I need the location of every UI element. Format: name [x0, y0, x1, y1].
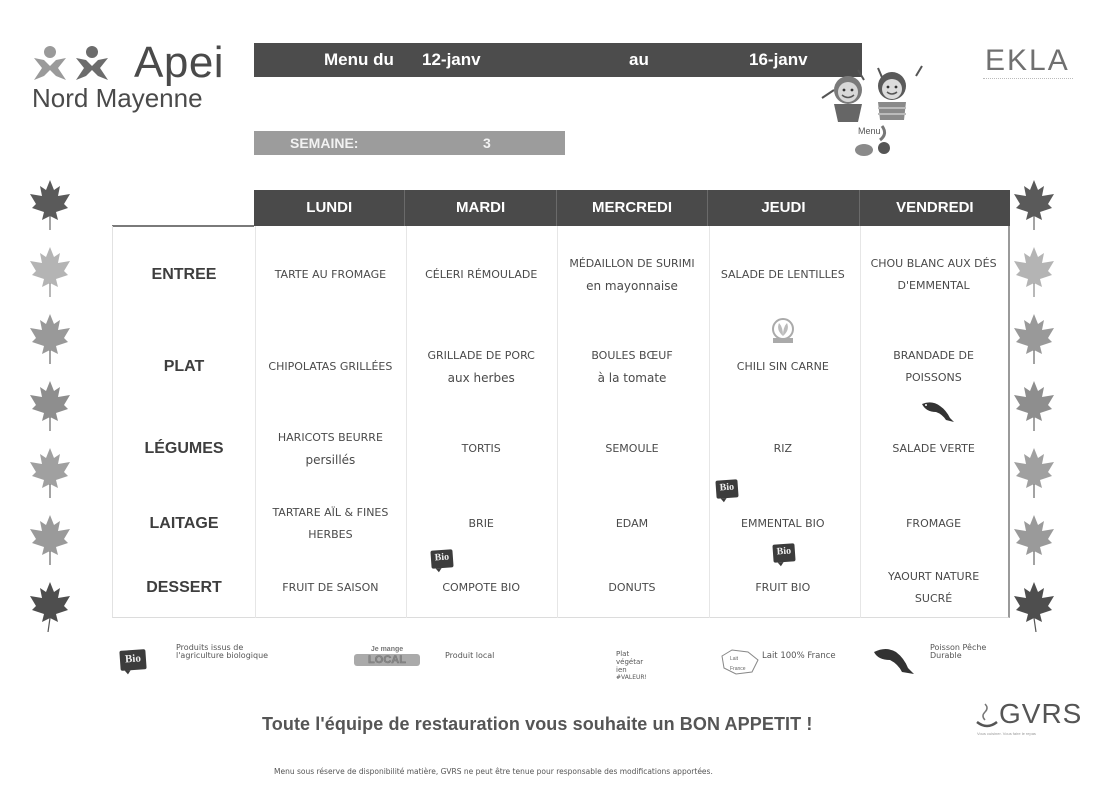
- legend-vegetarian-text: [616, 650, 647, 682]
- menu-cell: [406, 236, 557, 314]
- maple-leaf-icon: [28, 379, 72, 431]
- week-label: SEMAINE:: [290, 135, 359, 151]
- legend-bio-text: [176, 644, 268, 660]
- dish-name: FRUIT DE SAISON: [282, 581, 379, 594]
- menu-cell: [858, 562, 1009, 614]
- day-header-row: [254, 190, 1010, 226]
- dish-detail: à la tomate: [597, 371, 667, 385]
- svg-text:France: France: [730, 666, 746, 672]
- svg-text:Lait: Lait: [730, 656, 739, 662]
- local-badge-top: Je mange: [370, 646, 404, 653]
- menu-cell: [858, 416, 1009, 482]
- course-label: DESSERT: [146, 579, 222, 596]
- maple-leaf-icon: [1012, 446, 1056, 498]
- legend-lait-text: Lait 100% France: [762, 651, 836, 661]
- maple-leaf-icon: [28, 513, 72, 565]
- legend-text-line: l'agriculture biologique: [176, 651, 269, 660]
- legend-text-line: #VALEUR!: [616, 674, 647, 681]
- kids-menu-illustration-icon: [818, 60, 928, 160]
- date-to: 16-janv: [749, 50, 808, 69]
- menu-table-body: [112, 226, 1010, 618]
- disclaimer-text: Menu sous réserve de disponibilité matière, GVRS ne peut être tenue pour responsable des modifications apportées.: [274, 767, 713, 776]
- menu-cell: [707, 324, 858, 410]
- menu-cell: [557, 236, 708, 314]
- day-header-vendredi: VENDREDI: [896, 199, 974, 216]
- dish-name: GRILLADE DE PORC: [427, 349, 535, 362]
- menu-cell: [707, 416, 858, 482]
- dish-name: CÉLERI RÉMOULADE: [425, 268, 538, 281]
- apei-logo: [32, 38, 262, 113]
- leaf-garland-right: [1012, 178, 1068, 647]
- dish-detail: POISSONS: [905, 371, 962, 384]
- week-banner: [254, 131, 565, 155]
- dish-name: BRIE: [468, 517, 494, 530]
- menu-cell: [707, 236, 858, 314]
- menu-cell: [255, 324, 406, 410]
- day-header-mardi: MARDI: [405, 190, 556, 226]
- course-label: LAITAGE: [149, 515, 219, 532]
- table-row-entree: [113, 236, 1009, 314]
- dish-name: SEMOULE: [605, 442, 659, 455]
- menu-cell: [707, 562, 858, 614]
- dish-name: DONUTS: [608, 581, 656, 594]
- legend-fish-text: [930, 644, 986, 660]
- menu-date-banner: [254, 43, 862, 77]
- dish-name: BRANDADE DE: [893, 349, 974, 362]
- date-separator: au: [629, 50, 649, 69]
- legend-text-line: végétar: [616, 658, 644, 666]
- bio-icon: Bio: [430, 549, 453, 568]
- menu-cell: [406, 416, 557, 482]
- people-logo-icon: [32, 46, 114, 82]
- dish-name: CHOU BLANC AUX DÉS: [870, 257, 997, 270]
- dish-name: RIZ: [773, 442, 792, 455]
- steam-bowl-icon: [975, 702, 999, 730]
- gvrs-logo: [975, 698, 1085, 738]
- date-from: 12-janv: [422, 50, 481, 69]
- menu-cell: [255, 494, 406, 554]
- menu-cell: [406, 494, 557, 554]
- dish-name: FROMAGE: [906, 517, 962, 530]
- weekly-menu-table: [112, 190, 1010, 618]
- legend-text-line: ien: [616, 666, 627, 674]
- dish-name: TARTARE AÏL & FINES: [272, 506, 389, 519]
- maple-leaf-icon: [28, 446, 72, 498]
- dish-detail: persillés: [305, 453, 356, 467]
- lait-france-icon: [718, 648, 760, 676]
- day-header-mercredi: MERCREDI: [557, 190, 708, 226]
- course-label: LÉGUMES: [144, 440, 224, 457]
- dish-name: SALADE DE LENTILLES: [720, 268, 845, 281]
- menu-cell: [255, 236, 406, 314]
- dish-name: EDAM: [615, 517, 649, 530]
- dish-name: YAOURT NATURE: [887, 570, 980, 583]
- menu-cell: [406, 324, 557, 410]
- maple-leaf-icon: [1012, 513, 1056, 565]
- table-row-legumes: [113, 416, 1009, 482]
- dish-name: FRUIT BIO: [755, 581, 811, 594]
- dish-name: CHILI SIN CARNE: [736, 360, 829, 373]
- dish-name: TORTIS: [461, 442, 501, 455]
- table-row-dessert: [113, 562, 1009, 614]
- legend: [118, 642, 1018, 692]
- legend-local-text: Produit local: [445, 651, 495, 660]
- week-number: 3: [483, 135, 491, 151]
- local-icon: [354, 646, 420, 676]
- table-row-plat: [113, 324, 1009, 410]
- dish-name: MÉDAILLON DE SURIMI: [569, 257, 695, 270]
- menu-cell: [255, 416, 406, 482]
- maple-leaf-icon: [28, 245, 72, 297]
- leaf-garland-left: [28, 178, 84, 647]
- svg-text:Menu: Menu: [858, 126, 881, 136]
- dish-detail: SUCRÉ: [914, 592, 953, 605]
- maple-leaf-icon: [1012, 312, 1056, 364]
- maple-leaf-icon: [28, 580, 72, 632]
- legend-text-line: Produits issus de: [176, 643, 244, 652]
- maple-leaf-icon: [28, 312, 72, 364]
- dish-name: EMMENTAL BIO: [741, 517, 825, 530]
- maple-leaf-icon: [1012, 580, 1056, 632]
- menu-cell: [858, 494, 1009, 554]
- course-label: ENTREE: [151, 266, 217, 283]
- menu-cell: [858, 324, 1009, 410]
- dish-name: HARICOTS BEURRE: [277, 431, 383, 444]
- fish-icon: [872, 646, 918, 678]
- dish-name: CHIPOLATAS GRILLÉES: [268, 360, 393, 373]
- gvrs-tagline: Vous cuisiner. Vous faire le repas: [977, 731, 1036, 736]
- dish-name: TARTE AU FROMAGE: [274, 268, 387, 281]
- menu-cell: [557, 494, 708, 554]
- ekla-logo: EKLA: [985, 44, 1070, 77]
- dish-name: COMPOTE BIO: [442, 581, 521, 594]
- maple-leaf-icon: [1012, 379, 1056, 431]
- bio-icon: Bio: [715, 479, 738, 498]
- vegetarian-icon: [770, 318, 796, 344]
- maple-leaf-icon: [1012, 178, 1056, 230]
- org-name: Apei: [134, 38, 225, 87]
- menu-cell: [255, 562, 406, 614]
- legend-text-line: Poisson Pêche: [930, 643, 987, 652]
- course-label: PLAT: [163, 358, 205, 375]
- table-row-laitage: [113, 494, 1009, 554]
- legend-text-line: Durable: [930, 651, 962, 660]
- bio-icon: Bio: [772, 543, 795, 562]
- dish-detail: HERBES: [308, 528, 353, 541]
- ekla-tagline: [983, 78, 1073, 80]
- local-badge-bottom: LOCAL: [354, 654, 420, 666]
- maple-leaf-icon: [1012, 245, 1056, 297]
- dish-detail: en mayonnaise: [586, 279, 678, 293]
- org-subtitle: Nord Mayenne: [32, 83, 203, 113]
- day-header-jeudi: JEUDI: [708, 190, 859, 226]
- legend-text-line: Plat: [616, 650, 630, 658]
- day-header-lundi: LUNDI: [254, 190, 405, 226]
- bio-icon: Bio: [119, 649, 146, 671]
- menu-cell: [557, 562, 708, 614]
- menu-label: Menu du: [324, 50, 394, 69]
- menu-cell: [858, 236, 1009, 314]
- menu-cell: [557, 324, 708, 410]
- maple-leaf-icon: [28, 178, 72, 230]
- dish-name: SALADE VERTE: [892, 442, 975, 455]
- dish-detail: aux herbes: [447, 371, 515, 385]
- menu-cell: [557, 416, 708, 482]
- dish-detail: D'EMMENTAL: [897, 279, 970, 292]
- gvrs-wordmark: GVRS: [999, 698, 1083, 729]
- menu-cell: [406, 562, 557, 614]
- bon-appetit-slogan: Toute l'équipe de restauration vous souhaite un BON APPETIT !: [262, 714, 813, 734]
- dish-name: BOULES BŒUF: [591, 349, 673, 362]
